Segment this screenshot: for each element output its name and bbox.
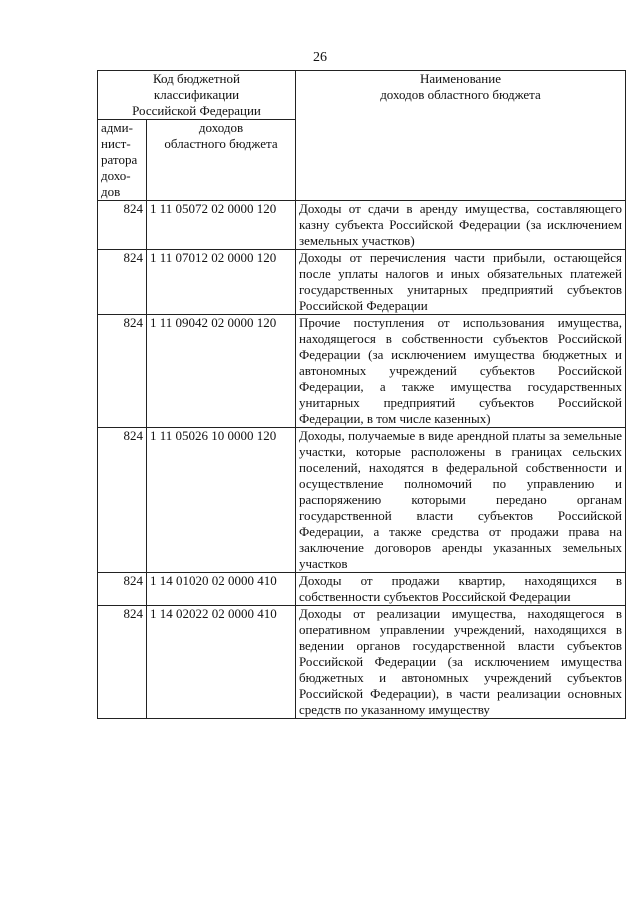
budget-code-group-header xyxy=(98,71,296,120)
income-code-cell: 1 11 09042 02 0000 120 xyxy=(147,315,296,428)
table-row xyxy=(98,573,626,606)
income-name-cell: Доходы, получаемые в виде арендной платы за земельные участки, которые расположены в границах сельских поселений, находятся в федеральной собственности и осуществление полномочий по управлению и распоряжению которыми передано органам государственной власти субъектов Российской Федерации, а также средства от продажи права на заключение договоров аренды указанных земельных участков xyxy=(296,428,626,573)
table-row xyxy=(98,428,626,573)
income-name-cell: Прочие поступления от использования имущества, находящегося в собственности субъектов Российской Федерации (за исключением имущества бюджетных и автономных учреждений субъектов Российской Федерации, а также имущества государственных унитарных предприятий субъектов Российской Федерации, в том числе казенных) xyxy=(296,315,626,428)
income-name-cell: Доходы от перечисления части прибыли, остающейся после уплаты налогов и иных обязательных платежей государственных унитарных предприятий субъектов Российской Федерации xyxy=(296,250,626,315)
income-code-column-header xyxy=(147,120,296,201)
income-code-cell: 1 14 02022 02 0000 410 xyxy=(147,606,296,719)
income-code-cell: 1 11 07012 02 0000 120 xyxy=(147,250,296,315)
income-code-cell: 1 11 05026 10 0000 120 xyxy=(147,428,296,573)
group-header-line-3: Российской Федерации xyxy=(132,103,261,118)
table-row xyxy=(98,315,626,428)
admin-header-line-4: дохо- xyxy=(101,168,131,183)
admin-code-cell: 824 xyxy=(98,573,147,606)
admin-code-cell: 824 xyxy=(98,606,147,719)
name-header-line-1: Наименование xyxy=(420,71,501,86)
administrator-column-header xyxy=(98,120,147,201)
income-code-cell: 1 14 01020 02 0000 410 xyxy=(147,573,296,606)
admin-header-line-1: адми- xyxy=(101,120,133,135)
income-name-cell: Доходы от продажи квартир, находящихся в собственности субъектов Российской Федерации xyxy=(296,573,626,606)
admin-code-cell: 824 xyxy=(98,201,147,250)
page-number: 26 xyxy=(313,50,327,65)
admin-code-cell: 824 xyxy=(98,315,147,428)
admin-header-line-5: дов xyxy=(101,184,121,199)
income-header-line-1: доходов xyxy=(198,120,244,135)
income-name-cell: Доходы от реализации имущества, находящегося в оперативном управлении учреждений, находящихся в ведении органов государственной власти субъектов Российской Федерации (за исключением имущества бюджетных и автономных учреждений субъектов Российской Федерации), в части реализации основных средств по указанному имуществу xyxy=(296,606,626,719)
income-name-cell: Доходы от сдачи в аренду имущества, составляющего казну субъекта Российской Федерации (за исключением земельных участков) xyxy=(296,201,626,250)
admin-header-line-3: ратора xyxy=(101,152,138,167)
admin-header-line-2: нист- xyxy=(101,136,131,151)
income-name-header xyxy=(296,71,626,201)
group-header-line-1: Код бюджетной xyxy=(153,71,240,86)
group-header-line-2: классификации xyxy=(153,87,240,102)
admin-code-cell: 824 xyxy=(98,250,147,315)
table-row xyxy=(98,201,626,250)
budget-classification-table xyxy=(97,70,626,719)
income-code-cell: 1 11 05072 02 0000 120 xyxy=(147,201,296,250)
admin-code-cell: 824 xyxy=(98,428,147,573)
income-header-line-2: областного бюджета xyxy=(164,136,278,151)
table-row xyxy=(98,606,626,719)
name-header-line-2: доходов областного бюджета xyxy=(380,87,541,102)
table-row xyxy=(98,250,626,315)
